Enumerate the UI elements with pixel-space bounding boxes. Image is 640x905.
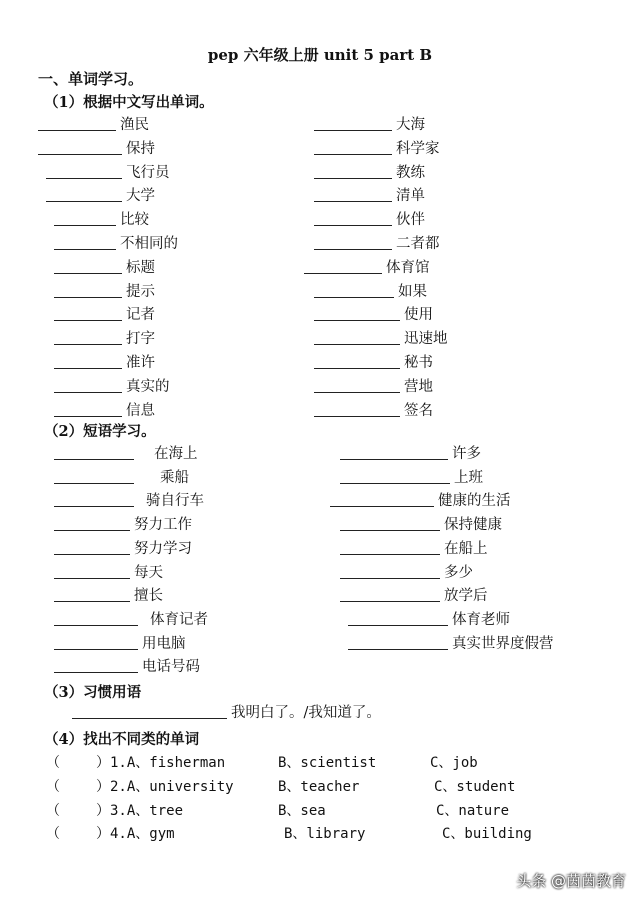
word-label: 记者 — [126, 307, 155, 324]
phrase-label: 用电脑 — [142, 635, 186, 652]
choice-question — [46, 776, 234, 796]
word-row-right — [314, 136, 440, 158]
word-label: 使用 — [404, 307, 433, 324]
phrase-label: 多少 — [444, 564, 473, 581]
answer-blank[interactable] — [314, 319, 400, 321]
word-row-right — [314, 302, 433, 324]
answer-blank[interactable] — [314, 177, 392, 179]
phrase-label: 擅长 — [134, 588, 163, 605]
answer-blank[interactable] — [314, 224, 392, 226]
word-row-left — [38, 136, 155, 158]
phrase-row-right — [340, 441, 481, 463]
word-label: 大学 — [126, 188, 155, 205]
answer-blank[interactable] — [314, 153, 392, 155]
word-label: 不相同的 — [120, 236, 178, 252]
word-label: 营地 — [404, 378, 433, 395]
part3-heading: （3）习惯用语 — [44, 684, 142, 701]
phrase-label: 骑自行车 — [146, 493, 204, 510]
word-label: 飞行员 — [126, 164, 170, 181]
phrase-label: 真实世界度假营 — [452, 635, 554, 652]
phrase-label: 放学后 — [444, 588, 488, 605]
word-label: 迅速地 — [404, 331, 448, 348]
answer-blank[interactable] — [46, 177, 122, 179]
word-row-right — [314, 398, 433, 420]
word-label: 提示 — [126, 283, 155, 300]
option-a: ）2.A、university — [96, 778, 234, 795]
word-label: 保持 — [126, 140, 155, 157]
word-row-right — [314, 374, 433, 396]
watermark: 头条 @茵茵教育 — [516, 872, 626, 890]
word-row-left — [54, 350, 155, 372]
option-b: B、scientist — [278, 755, 377, 771]
word-row-left — [54, 326, 155, 348]
word-row-left — [54, 374, 170, 396]
choice-question — [46, 823, 175, 843]
section-heading: 一、单词学习。 — [38, 70, 144, 88]
phrase-label: 每天 — [134, 564, 163, 581]
answer-blank[interactable] — [314, 415, 400, 417]
option-a: ）1.A、fisherman — [96, 755, 226, 771]
option-c: C、student — [434, 778, 516, 795]
answer-blank[interactable] — [54, 248, 116, 250]
word-row-right — [314, 231, 440, 253]
word-label: 打字 — [126, 331, 155, 348]
answer-blank[interactable] — [340, 600, 440, 602]
word-row-right — [314, 160, 425, 182]
word-row-left — [54, 255, 155, 277]
answer-blank[interactable] — [314, 248, 392, 250]
answer-blank[interactable] — [54, 648, 138, 650]
answer-blank[interactable] — [54, 343, 122, 345]
answer-blank[interactable] — [314, 129, 392, 131]
open-paren: （ — [46, 778, 60, 795]
answer-blank[interactable] — [54, 319, 122, 321]
word-label: 真实的 — [126, 378, 170, 395]
answer-blank[interactable] — [46, 200, 122, 202]
answer-blank[interactable] — [54, 391, 122, 393]
word-label: 信息 — [126, 402, 155, 419]
part4-heading: （4）找出不同类的单词 — [44, 731, 200, 748]
phrase-row-right — [340, 583, 488, 605]
phrase-row-right — [340, 465, 483, 487]
answer-blank[interactable] — [54, 553, 130, 555]
word-label: 准许 — [126, 355, 155, 371]
word-label: 教练 — [396, 164, 425, 181]
phrase-label: 在海上 — [154, 446, 198, 462]
answer-blank[interactable] — [314, 343, 400, 345]
option-b: B、sea — [278, 802, 326, 819]
word-row-right — [304, 255, 430, 277]
choice-question — [46, 800, 183, 820]
phrase-row-left — [54, 631, 186, 653]
word-label: 清单 — [396, 188, 425, 205]
answer-blank[interactable] — [348, 648, 448, 650]
word-label: 如果 — [398, 283, 427, 300]
answer-blank[interactable] — [54, 296, 122, 298]
phrase-row-left — [54, 654, 200, 676]
open-paren: （ — [46, 826, 60, 843]
phrase-row-left — [54, 607, 208, 629]
word-label: 二者都 — [396, 236, 440, 252]
answer-blank[interactable] — [54, 505, 134, 507]
answer-blank[interactable] — [54, 224, 116, 226]
answer-blank[interactable] — [304, 272, 382, 274]
phrase-row-left — [54, 441, 198, 463]
answer-blank[interactable] — [340, 577, 440, 579]
phrase-row-right — [348, 631, 554, 653]
phrase-row-left — [54, 560, 163, 582]
phrase-label: 保持健康 — [444, 517, 502, 534]
answer-blank[interactable] — [340, 529, 440, 531]
answer-blank[interactable] — [330, 505, 434, 507]
phrase-label: 体育记者 — [150, 611, 208, 628]
part1-heading: （1）根据中文写出单词。 — [44, 94, 214, 111]
phrase-label: 许多 — [452, 446, 481, 462]
phrase-row-left — [54, 536, 192, 558]
word-label: 大海 — [396, 117, 425, 133]
phrase-label: 电话号码 — [142, 659, 200, 676]
answer-blank[interactable] — [72, 717, 227, 719]
answer-blank[interactable] — [314, 200, 392, 202]
word-label: 体育馆 — [386, 259, 430, 276]
part2-heading: （2）短语学习。 — [44, 423, 156, 440]
open-paren: （ — [46, 755, 60, 771]
option-a: ）4.A、gym — [96, 826, 175, 843]
word-label: 科学家 — [396, 140, 440, 157]
phrase-row-right — [340, 512, 502, 534]
answer-blank[interactable] — [340, 553, 440, 555]
option-a: ）3.A、tree — [96, 802, 184, 819]
answer-blank[interactable] — [314, 296, 394, 298]
answer-blank[interactable] — [54, 482, 134, 484]
answer-blank[interactable] — [54, 367, 122, 369]
option-c: C、job — [430, 755, 478, 771]
word-row-left — [54, 231, 178, 253]
option-b: B、library — [284, 826, 366, 843]
phrase-label: 在船上 — [444, 540, 488, 557]
answer-blank[interactable] — [340, 482, 450, 484]
page-title: pep 六年级上册 unit 5 part B — [207, 46, 433, 64]
word-row-left — [46, 183, 155, 205]
answer-blank[interactable] — [38, 153, 122, 155]
word-label: 标题 — [126, 259, 155, 276]
answer-blank[interactable] — [54, 577, 130, 579]
answer-blank[interactable] — [54, 600, 130, 602]
choice-question — [46, 752, 225, 772]
word-label: 比较 — [120, 212, 149, 229]
word-row-right — [314, 207, 425, 229]
option-c: C、building — [442, 826, 532, 843]
answer-blank[interactable] — [54, 671, 138, 673]
option-c: C、nature — [436, 802, 510, 819]
phrase-row-left — [54, 512, 192, 534]
answer-blank[interactable] — [54, 624, 138, 626]
answer-blank[interactable] — [54, 458, 134, 460]
answer-blank[interactable] — [54, 529, 130, 531]
word-row-right — [314, 350, 433, 372]
open-paren: （ — [46, 802, 60, 819]
phrase-label: 努力学习 — [134, 540, 192, 557]
phrase-label: 上班 — [454, 469, 483, 486]
phrase-row-right — [330, 488, 511, 510]
word-row-left — [54, 302, 155, 324]
word-label: 签名 — [404, 402, 433, 419]
answer-blank[interactable] — [54, 415, 122, 417]
phrase-row — [72, 700, 381, 722]
word-row-left — [46, 160, 170, 182]
phrase-label: 乘船 — [160, 469, 189, 486]
answer-blank[interactable] — [38, 129, 116, 131]
phrase-row-left — [54, 583, 163, 605]
word-row-right — [314, 112, 425, 134]
phrase-row-right — [340, 536, 488, 558]
phrase-row-right — [348, 607, 510, 629]
word-row-left — [54, 398, 155, 420]
phrase-label: 努力工作 — [134, 517, 192, 534]
word-row-left — [38, 112, 149, 134]
phrase-row-right — [340, 560, 473, 582]
option-b: B、teacher — [278, 778, 360, 795]
phrase-label: 体育老师 — [452, 611, 510, 628]
word-row-right — [314, 326, 448, 348]
answer-blank[interactable] — [348, 624, 448, 626]
phrase-label: 健康的生活 — [438, 493, 511, 510]
answer-blank[interactable] — [340, 458, 448, 460]
phrase-row-left — [54, 465, 189, 487]
word-row-right — [314, 183, 425, 205]
answer-blank[interactable] — [54, 272, 122, 274]
word-row-left — [54, 207, 149, 229]
word-label: 渔民 — [120, 117, 149, 133]
answer-blank[interactable] — [314, 391, 400, 393]
answer-blank[interactable] — [314, 367, 400, 369]
word-label: 伙伴 — [396, 212, 425, 229]
word-label: 秘书 — [404, 355, 433, 371]
phrase-row-left — [54, 488, 204, 510]
phrase-text: 我明白了。/我知道了。 — [231, 705, 381, 721]
word-row-left — [54, 279, 155, 301]
word-row-right — [314, 279, 427, 301]
